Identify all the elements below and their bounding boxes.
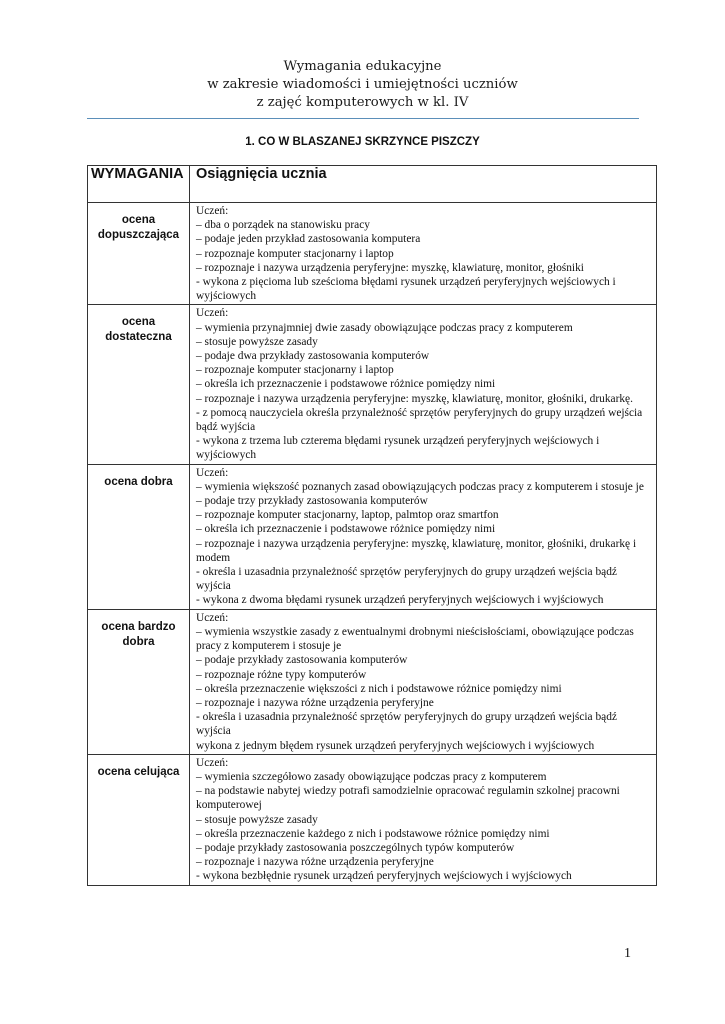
table-row — [88, 609, 657, 754]
table-row — [88, 754, 657, 885]
list-item: – określa ich przeznaczenie i podstawowe różnice pomiędzy nimi — [196, 523, 496, 536]
list-item: Uczeń: — [196, 205, 229, 217]
achievements-cell — [190, 305, 657, 464]
list-item: – wymienia wszystkie zasady z ewentualnymi drobnymi nieścisłościami, obowiązujące podczas pracy z komputerem i stosuje je — [196, 625, 634, 653]
list-item: – określa przeznaczenie każdego z nich i podstawowe różnice pomiędzy nimi — [196, 827, 550, 840]
header-subtitle-1: w zakresie wiadomości i umiejętności uczniów — [207, 77, 518, 92]
requirements-table — [87, 165, 657, 886]
document-header — [0, 58, 725, 112]
header-divider — [87, 118, 639, 119]
header-subtitle-2: z zajęć komputerowych w kl. IV — [256, 95, 469, 110]
list-item: – podaje jeden przykład zastosowania komputera — [196, 233, 421, 246]
achievements-cell — [190, 203, 657, 305]
list-item: – podaje trzy przykłady zastosowania komputerów — [196, 495, 428, 508]
list-item: – podaje dwa przykłady zastosowania komputerów — [196, 350, 430, 363]
list-item: - wykona z trzema lub czterema błędami rysunek urządzeń peryferyjnych wejściowych i wyjściowych — [196, 435, 600, 462]
table-row — [88, 203, 657, 305]
list-item: Uczeń: — [196, 756, 229, 769]
list-item: wykona z jednym błędem rysunek urządzeń peryferyjnych wejściowych i wyjściowych — [196, 739, 595, 752]
page-number: 1 — [624, 946, 631, 961]
list-item: Uczeń: — [196, 307, 229, 320]
list-item: - wykona z dwoma błędami rysunek urządzeń peryferyjnych wejściowych i wyjściowych — [196, 594, 604, 607]
grade-label: ocena dopuszczająca — [88, 203, 190, 305]
list-item: – rozpoznaje i nazywa różne urządzenia peryferyjne — [196, 856, 434, 869]
list-item: – wymienia większość poznanych zasad obowiązujących podczas pracy z komputerem i stosuje je — [196, 480, 644, 493]
list-item: - określa i uzasadnia przynależność sprzętów peryferyjnych do grupy urządzeń wejścia bądź wyjścia — [196, 711, 617, 738]
list-item: – rozpoznaje komputer stacjonarny, laptop, palmtop oraz smartfon — [196, 509, 499, 522]
list-item: – rozpoznaje i nazywa urządzenia peryferyjne: myszkę, klawiaturę, monitor, głośniki, drukarkę. — [196, 392, 633, 405]
column-header-achievements: Osiągnięcia ucznia — [190, 166, 657, 203]
achievements-cell — [190, 464, 657, 609]
list-item: – podaje przykłady zastosowania komputerów — [196, 654, 408, 667]
list-item: – rozpoznaje i nazywa różne urządzenia peryferyjne — [196, 696, 434, 709]
list-item: – wymienia przynajmniej dwie zasady obowiązujące podczas pracy z komputerem — [196, 321, 573, 334]
list-item: – rozpoznaje i nazywa urządzenia peryferyjne: myszkę, klawiaturę, monitor, głośniki — [196, 261, 584, 274]
header-title: Wymagania edukacyjne — [283, 59, 442, 74]
list-item: – rozpoznaje i nazywa urządzenia peryferyjne: myszkę, klawiaturę, monitor, głośniki, drukarkę i modem — [196, 537, 637, 564]
list-item: – stosuje powyższe zasady — [196, 813, 318, 826]
table-row — [88, 305, 657, 464]
list-item: – określa przeznaczenie większości z nich i podstawowe różnice pomiędzy nimi — [196, 682, 562, 695]
list-item: – rozpoznaje komputer stacjonarny i laptop — [196, 247, 394, 260]
list-item: – na podstawie nabytej wiedzy potrafi samodzielnie opracować regulamin szkolnej pracowni komputerowej — [196, 785, 620, 812]
list-item: - wykona z pięcioma lub sześcioma błędami rysunek urządzeń peryferyjnych wejściowych i wyjściowych — [196, 276, 616, 303]
achievements-cell — [190, 754, 657, 885]
list-item: - określa i uzasadnia przynależność sprzętów peryferyjnych do grupy urządzeń wejścia bądź wyjścia — [196, 566, 617, 593]
section-title: 1. CO W BLASZANEJ SKRZYNCE PISZCZY — [245, 136, 480, 148]
achievements-cell — [190, 609, 657, 754]
table-row — [88, 464, 657, 609]
list-item: – rozpoznaje różne typy komputerów — [196, 668, 367, 681]
grade-label: ocena bardzo dobra — [88, 609, 190, 754]
column-header-requirements: WYMAGANIA — [88, 166, 190, 203]
grade-label: ocena dostateczna — [88, 305, 190, 464]
list-item: Uczeń: — [196, 611, 229, 624]
list-item: – dba o porządek na stanowisku pracy — [196, 219, 370, 232]
list-item: – wymienia szczegółowo zasady obowiązujące podczas pracy z komputerem — [196, 770, 547, 783]
list-item: - z pomocą nauczyciela określa przynależność sprzętów peryferyjnych do grupy urządzeń wejścia bądź wyjścia — [196, 406, 643, 434]
list-item: – określa ich przeznaczenie i podstawowe różnice pomiędzy nimi — [196, 378, 496, 391]
list-item: – stosuje powyższe zasady — [196, 335, 318, 348]
list-item: – rozpoznaje komputer stacjonarny i laptop — [196, 364, 394, 377]
list-item: – podaje przykłady zastosowania poszczególnych typów komputerów — [196, 841, 515, 854]
list-item: - wykona bezbłędnie rysunek urządzeń peryferyjnych wejściowych i wyjściowych — [196, 870, 572, 883]
grade-label: ocena dobra — [88, 464, 190, 609]
grade-label: ocena celująca — [88, 754, 190, 885]
table-header-row — [88, 166, 657, 203]
list-item: Uczeń: — [196, 466, 229, 479]
